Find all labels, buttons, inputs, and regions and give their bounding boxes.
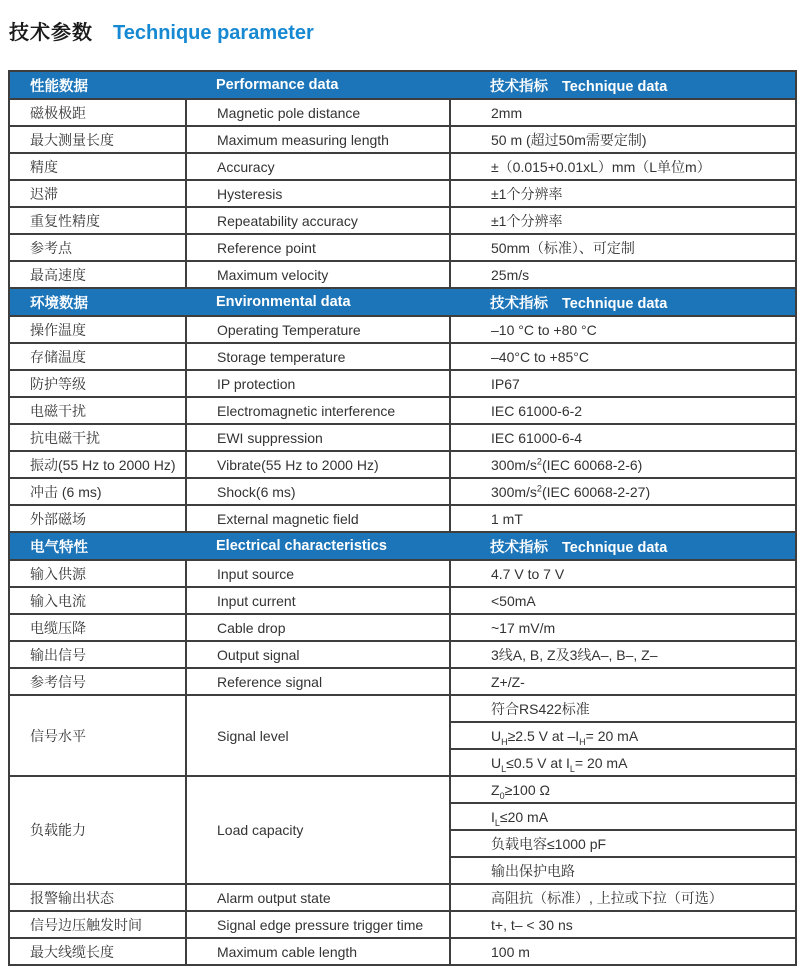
section-title-zh: 环境数据	[9, 288, 186, 316]
table-row	[9, 938, 796, 965]
section-header-row	[9, 532, 796, 560]
param-value: –10 °C to +80 °C	[450, 316, 796, 343]
table-row	[9, 668, 796, 695]
spec-header-en: Technique data	[562, 295, 668, 312]
section-spec-header	[450, 532, 796, 560]
page-title-en: Technique parameter	[113, 22, 314, 44]
param-label-zh: 信号水平	[9, 695, 186, 776]
spec-header-zh: 技术指标	[490, 295, 548, 312]
param-label-en: Input current	[186, 587, 450, 614]
param-label-zh: 精度	[9, 153, 186, 180]
param-label-zh: 重复性精度	[9, 207, 186, 234]
table-row	[9, 343, 796, 370]
param-value: –40°C to +85°C	[450, 343, 796, 370]
table-row	[9, 153, 796, 180]
param-label-zh: 防护等级	[9, 370, 186, 397]
param-label-en: Operating Temperature	[186, 316, 450, 343]
param-label-zh: 输入电流	[9, 587, 186, 614]
param-value: 高阻抗（标准）, 上拉或下拉（可选）	[450, 884, 796, 911]
param-label-zh: 负载能力	[9, 776, 186, 884]
param-label-en: Reference point	[186, 234, 450, 261]
param-label-zh: 参考信号	[9, 668, 186, 695]
section-spec-header	[450, 288, 796, 316]
param-value: ±1个分辨率	[450, 180, 796, 207]
param-value: 2mm	[450, 99, 796, 126]
param-value: 负载电容≤1000 pF	[450, 830, 796, 857]
param-label-zh: 存储温度	[9, 343, 186, 370]
param-label-en: Shock(6 ms)	[186, 478, 450, 505]
technique-parameter-table	[8, 70, 797, 966]
section-header-row	[9, 288, 796, 316]
param-value: 50mm（标准）、可定制	[450, 234, 796, 261]
param-value: 50 m (超过50m需要定制)	[450, 126, 796, 153]
param-label-zh: 抗电磁干扰	[9, 424, 186, 451]
param-label-en: External magnetic field	[186, 505, 450, 532]
param-value: $U_H\ge 2.5$ V at $-I_H= 20$ mA	[450, 722, 796, 749]
param-value: ±1个分辨率	[450, 207, 796, 234]
param-label-en: Input source	[186, 560, 450, 587]
param-label-zh: 最大线缆长度	[9, 938, 186, 965]
param-label-en: Hysteresis	[186, 180, 450, 207]
param-label-en: Electromagnetic interference	[186, 397, 450, 424]
table-row	[9, 587, 796, 614]
table-row	[9, 424, 796, 451]
table-row	[9, 641, 796, 668]
table-row	[9, 614, 796, 641]
section-title-zh: 电气特性	[9, 532, 186, 560]
section-title-en: Environmental data	[186, 288, 450, 316]
param-label-zh: 信号边压触发时间	[9, 911, 186, 938]
table-row	[9, 207, 796, 234]
table-row	[9, 478, 796, 505]
param-value: IEC 61000-6-2	[450, 397, 796, 424]
param-label-zh: 操作温度	[9, 316, 186, 343]
param-value: Z+/Z-	[450, 668, 796, 695]
param-label-en: Accuracy	[186, 153, 450, 180]
param-value: 3线A, B, Z及3线A–, B–, Z–	[450, 641, 796, 668]
param-label-en: Cable drop	[186, 614, 450, 641]
section-title-en: Electrical characteristics	[186, 532, 450, 560]
table-row	[9, 261, 796, 288]
param-label-en: Load capacity	[186, 776, 450, 884]
param-label-en: EWI suppression	[186, 424, 450, 451]
param-value: IP67	[450, 370, 796, 397]
param-label-en: Signal level	[186, 695, 450, 776]
param-label-en: Storage temperature	[186, 343, 450, 370]
spec-header-zh: 技术指标	[490, 539, 548, 556]
table-row	[9, 451, 796, 478]
table-row	[9, 884, 796, 911]
table-row	[9, 316, 796, 343]
param-label-zh: 输出信号	[9, 641, 186, 668]
param-value: $Z_0\ge 100$ Ω	[450, 776, 796, 803]
param-label-en: Magnetic pole distance	[186, 99, 450, 126]
param-label-zh: 报警输出状态	[9, 884, 186, 911]
table-row	[9, 397, 796, 424]
table-row	[9, 911, 796, 938]
param-value: t+, t– < 30 ns	[450, 911, 796, 938]
param-label-zh: 外部磁场	[9, 505, 186, 532]
section-title-en: Performance data	[186, 71, 450, 99]
param-label-en: Alarm output state	[186, 884, 450, 911]
param-value: IEC 61000-6-4	[450, 424, 796, 451]
param-value: $U_L\le 0.5$ V at $I_L= 20$ mA	[450, 749, 796, 776]
section-header-row	[9, 71, 796, 99]
param-label-en: IP protection	[186, 370, 450, 397]
param-value: 4.7 V to 7 V	[450, 560, 796, 587]
param-label-en: Maximum measuring length	[186, 126, 450, 153]
table-row	[9, 99, 796, 126]
param-label-en: Repeatability accuracy	[186, 207, 450, 234]
page-title-zh: 技术参数	[9, 22, 93, 44]
table-row	[9, 234, 796, 261]
param-label-zh: 电缆压降	[9, 614, 186, 641]
param-value: 输出保护电路	[450, 857, 796, 884]
table-row	[9, 505, 796, 532]
param-value: 100 m	[450, 938, 796, 965]
page-title	[0, 0, 801, 45]
param-label-zh: 磁极极距	[9, 99, 186, 126]
param-label-zh: 冲击 (6 ms)	[9, 478, 186, 505]
param-label-en: Vibrate(55 Hz to 2000 Hz)	[186, 451, 450, 478]
param-value: 25m/s	[450, 261, 796, 288]
param-label-en: Maximum velocity	[186, 261, 450, 288]
table-row	[9, 180, 796, 207]
param-label-zh: 电磁干扰	[9, 397, 186, 424]
table-row	[9, 695, 796, 722]
param-value: ~17 mV/m	[450, 614, 796, 641]
param-label-en: Maximum cable length	[186, 938, 450, 965]
param-value: 1 mT	[450, 505, 796, 532]
param-label-en: Reference signal	[186, 668, 450, 695]
param-value: ±（0.015+0.01xL）mm（L单位m）	[450, 153, 796, 180]
param-value: $I_L\le 20$ mA	[450, 803, 796, 830]
param-value: $300m/s^2(IEC$ 60068-2-27)	[450, 478, 796, 505]
param-value: <50mA	[450, 587, 796, 614]
param-label-zh: 输入供源	[9, 560, 186, 587]
table-row	[9, 126, 796, 153]
param-label-zh: 振动(55 Hz to 2000 Hz)	[9, 451, 186, 478]
table-row	[9, 370, 796, 397]
spec-header-en: Technique data	[562, 78, 668, 95]
section-spec-header	[450, 71, 796, 99]
section-title-zh: 性能数据	[9, 71, 186, 99]
table-row	[9, 560, 796, 587]
param-label-zh: 迟滞	[9, 180, 186, 207]
param-label-zh: 参考点	[9, 234, 186, 261]
table-row	[9, 776, 796, 803]
param-value: $300m/s^2(IEC$ 60068-2-6)	[450, 451, 796, 478]
param-label-zh: 最高速度	[9, 261, 186, 288]
param-label-en: Signal edge pressure trigger time	[186, 911, 450, 938]
spec-header-zh: 技术指标	[490, 78, 548, 95]
spec-header-en: Technique data	[562, 539, 668, 556]
param-label-en: Output signal	[186, 641, 450, 668]
param-label-zh: 最大测量长度	[9, 126, 186, 153]
param-value: 符合RS422标准	[450, 695, 796, 722]
